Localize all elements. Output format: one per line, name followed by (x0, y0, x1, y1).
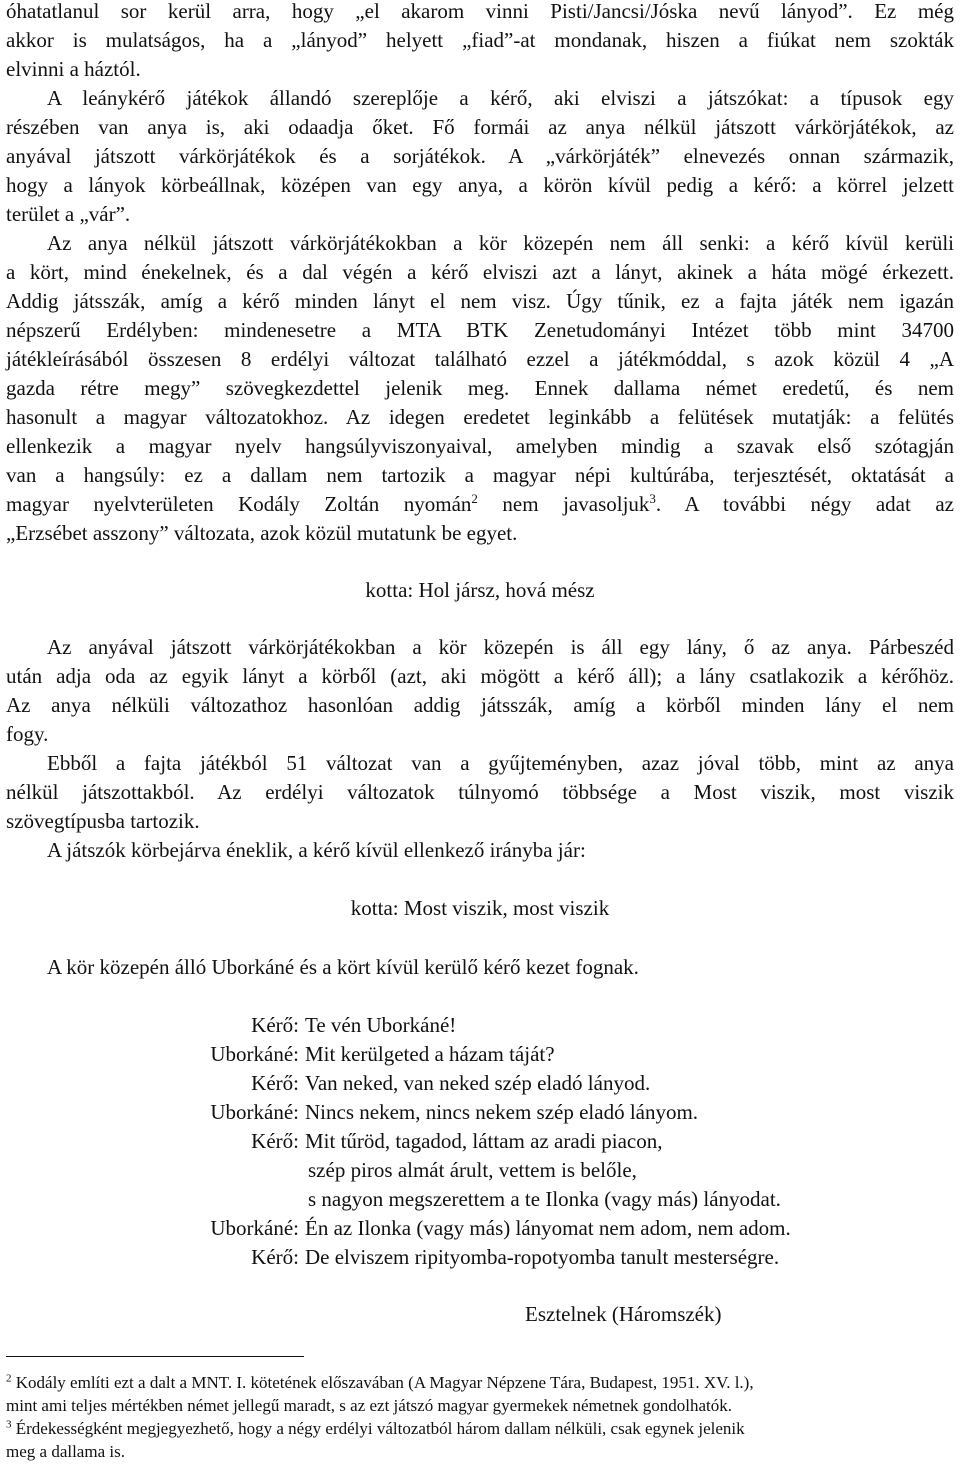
footnote-number: 3 (6, 1418, 12, 1431)
dialogue-text: Te vén Uborkáné! (305, 1013, 457, 1037)
dialogue-text: Én az Ilonka (vagy más) lányomat nem adom, nem adom. (305, 1216, 791, 1240)
dialogue-intro: A kör közepén álló Uborkáné és a kört kívül kerülő kérő kezet fognak. (47, 955, 639, 979)
text-line-with-footnote-refs (6, 490, 954, 519)
text-line: Addig játsszák, amíg a kérő minden lányt el nem visz. Úgy tűnik, ez a fajta játék nem igazán (6, 289, 954, 313)
footnote-separator (6, 1356, 304, 1357)
text-line: óhatatlanul sor kerül arra, hogy „el akarom vinni Pisti/Jancsi/Jóska nevű lányod”. Ez még (6, 0, 954, 23)
speaker-label: Kérő: (251, 1071, 299, 1095)
dialogue-text: Van neked, van neked szép eladó lányod. (305, 1071, 651, 1095)
dialogue-text: Mit kerülgeted a házam táját? (305, 1042, 555, 1066)
dialogue-text: szép piros almát árult, vettem is belőle, (308, 1158, 637, 1182)
score-placeholder-label: kotta: Most viszik, most viszik (350, 896, 610, 920)
text-segment: magyar nyelvterületen Kodály Zoltán nyomán (6, 492, 472, 516)
dialogue-text: s nagyon megszerettem a te Ilonka (vagy más) lányodat. (308, 1187, 781, 1211)
speaker-label: Kérő: (251, 1129, 299, 1153)
footnote-number: 2 (6, 1372, 12, 1385)
text-line: hogy a lányok körbeállnak, középen van egy anya, a körön kívül pedig a kérő: a körrel jelzett (6, 173, 954, 197)
footnote-text: Érdekességként megjegyezhető, hogy a négy erdélyi változatból három dallam nélküli, csak egynek jelenik (15, 1419, 745, 1438)
text-line: Az anyával játszott várkörjátékokban a kör közepén is áll egy lány, ő az anya. Párbeszéd (47, 635, 954, 659)
text-line: akkor is mulatságos, ha a „lányod” helyett „fiad”-at mondanak, hiszen a fiúkat nem szokták (6, 28, 954, 52)
score-placeholder-label: kotta: Hol jársz, hová mész (365, 578, 595, 602)
text-line: gazda rétre megy” szövegkezdettel jelenik meg. Ennek dallama német eredetű, és nem (6, 376, 954, 400)
text-line: szövegtípusba tartozik. (6, 809, 200, 833)
footnote-text: Kodály említi ezt a dalt a MNT. I. kötetének előszavában (A Magyar Népzene Tára, Budapest, 1951. XV. l.), (15, 1373, 754, 1392)
dialogue-text: Nincs nekem, nincs nekem szép eladó lányom. (305, 1100, 699, 1124)
footnote-2 (6, 1372, 954, 1394)
text-line: elvinni a háztól. (6, 57, 141, 81)
text-line: fogy. (6, 722, 49, 746)
text-line: ellenkezik a magyar nyelv hangsúlyviszonyaival, amelyben mindig a szavak első szótagján (6, 434, 954, 458)
text-line: „Erzsébet asszony” változata, azok közül mutatunk be egyet. (6, 521, 518, 545)
speaker-label: Uborkáné: (210, 1100, 299, 1124)
text-line: A játszók körbejárva éneklik, a kérő kívül ellenkező irányba jár: (47, 838, 586, 862)
text-line: nélkül játszottakból. Az erdélyi változatok túlnyomó többsége a Most viszik, most viszik (6, 780, 954, 804)
footnote-3 (6, 1418, 954, 1440)
text-line: után adja oda az egyik lányt a körből (azt, aki mögött a kérő áll); a lány csatlakozik a kérőhöz. (6, 664, 954, 688)
text-line: Az anya nélkül játszott várkörjátékokban a kör közepén nem áll senki: a kérő kívül kerüli (47, 231, 954, 255)
location-label: Esztelnek (Háromszék) (525, 1302, 722, 1326)
text-line: játékleírásából összesen 8 erdélyi változat található ezzel a játékmóddal, s azok közül 4 „A (6, 347, 954, 371)
speaker-label: Kérő: (251, 1013, 299, 1037)
text-line: hasonult a magyar változatokhoz. Az idegen eredetet leginkább a felütések mutatják: a felütés (6, 405, 954, 429)
speaker-label: Uborkáné: (210, 1042, 299, 1066)
footnote-ref-3[interactable]: 3 (649, 491, 656, 506)
text-line: a kört, mind énekelnek, és a dal végén a kérő elviszi azt a lányt, akinek a háta mögé érkezett. (6, 260, 954, 284)
text-segment: nem javasoljuk (477, 492, 650, 516)
dialogue-text: De elviszem ripityomba-ropotyomba tanult mesterségre. (305, 1245, 780, 1269)
footnote-2-continued: mint ami teljes mértékben német jellegű maradt, s az ezt játszó magyar gyermekek németnek gondolhatók. (6, 1396, 733, 1415)
text-line: A leánykérő játékok állandó szereplője a kérő, aki elviszi a játszókat: a típusok egy (47, 86, 954, 110)
text-line: terület a „vár”. (6, 202, 131, 226)
text-line: részében van anya is, aki odaadja őket. Fő formái az anya nélkül játszott várkörjátékok, az (6, 115, 954, 139)
text-segment: . A további négy adat az (655, 492, 954, 516)
text-line: Ebből a fajta játékból 51 változat van a gyűjteményben, azaz jóval több, mint az anya (47, 751, 954, 775)
footnote-ref-2[interactable]: 2 (471, 491, 478, 506)
speaker-label: Kérő: (251, 1245, 299, 1269)
text-line: anyával játszott várkörjátékok és a sorjátékok. A „várkörjáték” elnevezés onnan származik, (6, 144, 954, 168)
footnote-3-continued: meg a dallama is. (6, 1442, 125, 1461)
text-line: Az anya nélküli változathoz hasonlóan addig játsszák, amíg a körből minden lány el nem (6, 693, 954, 717)
text-line: van a hangsúly: ez a dallam nem tartozik a magyar népi kultúrába, terjesztését, oktatását a (6, 463, 954, 487)
speaker-label: Uborkáné: (210, 1216, 299, 1240)
text-line: népszerű Erdélyben: mindenesetre a MTA BTK Zenetudományi Intézet több mint 34700 (6, 318, 954, 342)
dialogue-text: Mit tűröd, tagadod, láttam az aradi piacon, (305, 1129, 663, 1153)
